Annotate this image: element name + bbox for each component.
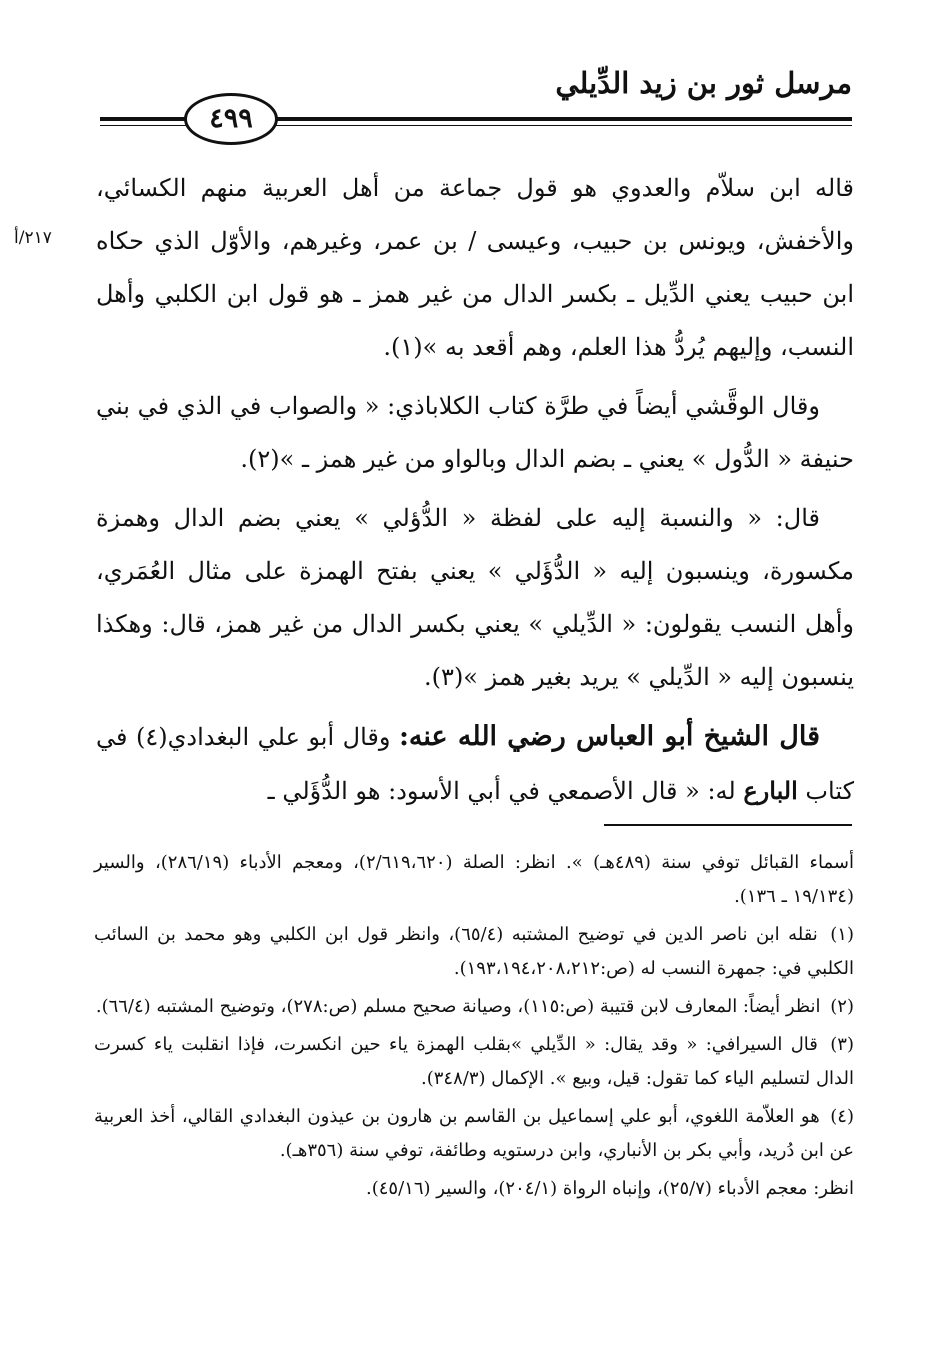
paragraph-4 xyxy=(96,710,854,818)
footnote-1-text: نقله ابن ناصر الدين في توضيح المشتبه (٦٥/٤)، وانظر قول ابن الكلبي وهو محمد بن السائب الكلبي في: جمهرة النسب له (ص:١٩٣،١٩٤،٢٠٨،٢١٢). xyxy=(94,924,854,979)
page-number: ٤٩٩ xyxy=(184,93,278,145)
footnote-4-number: (٤) xyxy=(830,1106,854,1127)
footnote-1-number: (١) xyxy=(830,924,854,945)
footnotes xyxy=(94,846,854,1210)
paragraph-4-text-b: له: « قال الأصمعي في أبي الأسود: هو الدُّؤَلي ـ xyxy=(267,777,744,805)
footnote-2 xyxy=(94,990,854,1024)
footnote-1 xyxy=(94,918,854,986)
manuscript-folio-ref: ٢١٧/أ xyxy=(14,228,52,248)
paragraph-2: وقال الوقَّشي أيضاً في طرَّة كتاب الكلاباذي: « والصواب في الذي في بني حنيفة « الدُّول » يعني ـ بضم الدال وبالواو من غير همز ـ »(٢). xyxy=(96,392,854,473)
footnote-3 xyxy=(94,1028,854,1096)
footnote-continuation: أسماء القبائل توفي سنة (٤٨٩هـ) ». انظر: الصلة (٢/٦١٩،٦٢٠)، ومعجم الأدباء (٢٨٦/١٩)، والسير (١٩/١٣٤ ـ ١٣٦). xyxy=(94,852,854,907)
footnote-2-number: (٢) xyxy=(830,996,854,1017)
main-text xyxy=(96,162,854,818)
book-title-albari: البارع xyxy=(743,776,798,805)
sheikh-lead-heading: قال الشيخ أبو العباس رضي الله عنه: xyxy=(398,721,821,752)
footnote-2-text: انظر أيضاً: المعارف لابن قتيبة (ص:١١٥)، وصيانة صحيح مسلم (ص:٢٧٨)، وتوضيح المشتبه (٦٦/٤). xyxy=(95,996,821,1017)
paragraph-1: قاله ابن سلاّم والعدوي هو قول جماعة من أهل العربية منهم الكسائي، والأخفش، ويونس بن حبيب، وعيسى / بن عمر، وغيرهم، والأوّل الذي حكاه ابن حبيب يعني الدِّيل ـ بكسر الدال من غير همز ـ هو قول ابن الكلبي وأهل النسب، وإليهم يُردُّ هذا العلم، وهم أقعد به »(١). xyxy=(96,174,854,361)
footnote-4-text: هو العلاّمة اللغوي، أبو علي إسماعيل بن القاسم بن هارون بن عيذون البغدادي القالي، أخذ العربية عن ابن دُريد، وأبي بكر بن الأنباري، وابن درستويه وطائفة، توفي سنة (٣٥٦هـ). xyxy=(94,1106,854,1161)
footnote-4-refs: انظر: معجم الأدباء (٢٥/٧)، وإنباه الرواة (٢٠٤/١)، والسير (٤٥/١٦). xyxy=(366,1178,854,1199)
paragraph-4-text-a: وقال أبو علي البغدادي(٤) في كتاب xyxy=(96,723,854,805)
footnote-4 xyxy=(94,1100,854,1168)
running-title: مرسل ثور بن زيد الدِّيلي xyxy=(555,66,852,100)
paragraph-3: قال: « والنسبة إليه على لفظة « الدُّؤلي » يعني بضم الدال وهمزة مكسورة، وينسبون إليه « الدُّؤَلي » يعني بفتح الهمزة على مثال العُمَري، وأهل النسب يقولون: « الدِّيلي » يعني بكسر الدال من غير همز، قال: وهكذا ينسبون إليه « الدِّيلي » يريد بغير همز »(٣). xyxy=(96,504,854,691)
footnote-3-text: قال السيرافي: « وقد يقال: « الدِّيلي »بقلب الهمزة ياء حين انكسرت، فإذا انقلبت ياء كسرت الدال لتسليم الياء كما تقول: قيل، وبيع ». الإكمال (٣٤٨/٣). xyxy=(94,1034,854,1089)
footnote-3-number: (٣) xyxy=(830,1034,854,1055)
footnote-separator xyxy=(604,824,852,826)
